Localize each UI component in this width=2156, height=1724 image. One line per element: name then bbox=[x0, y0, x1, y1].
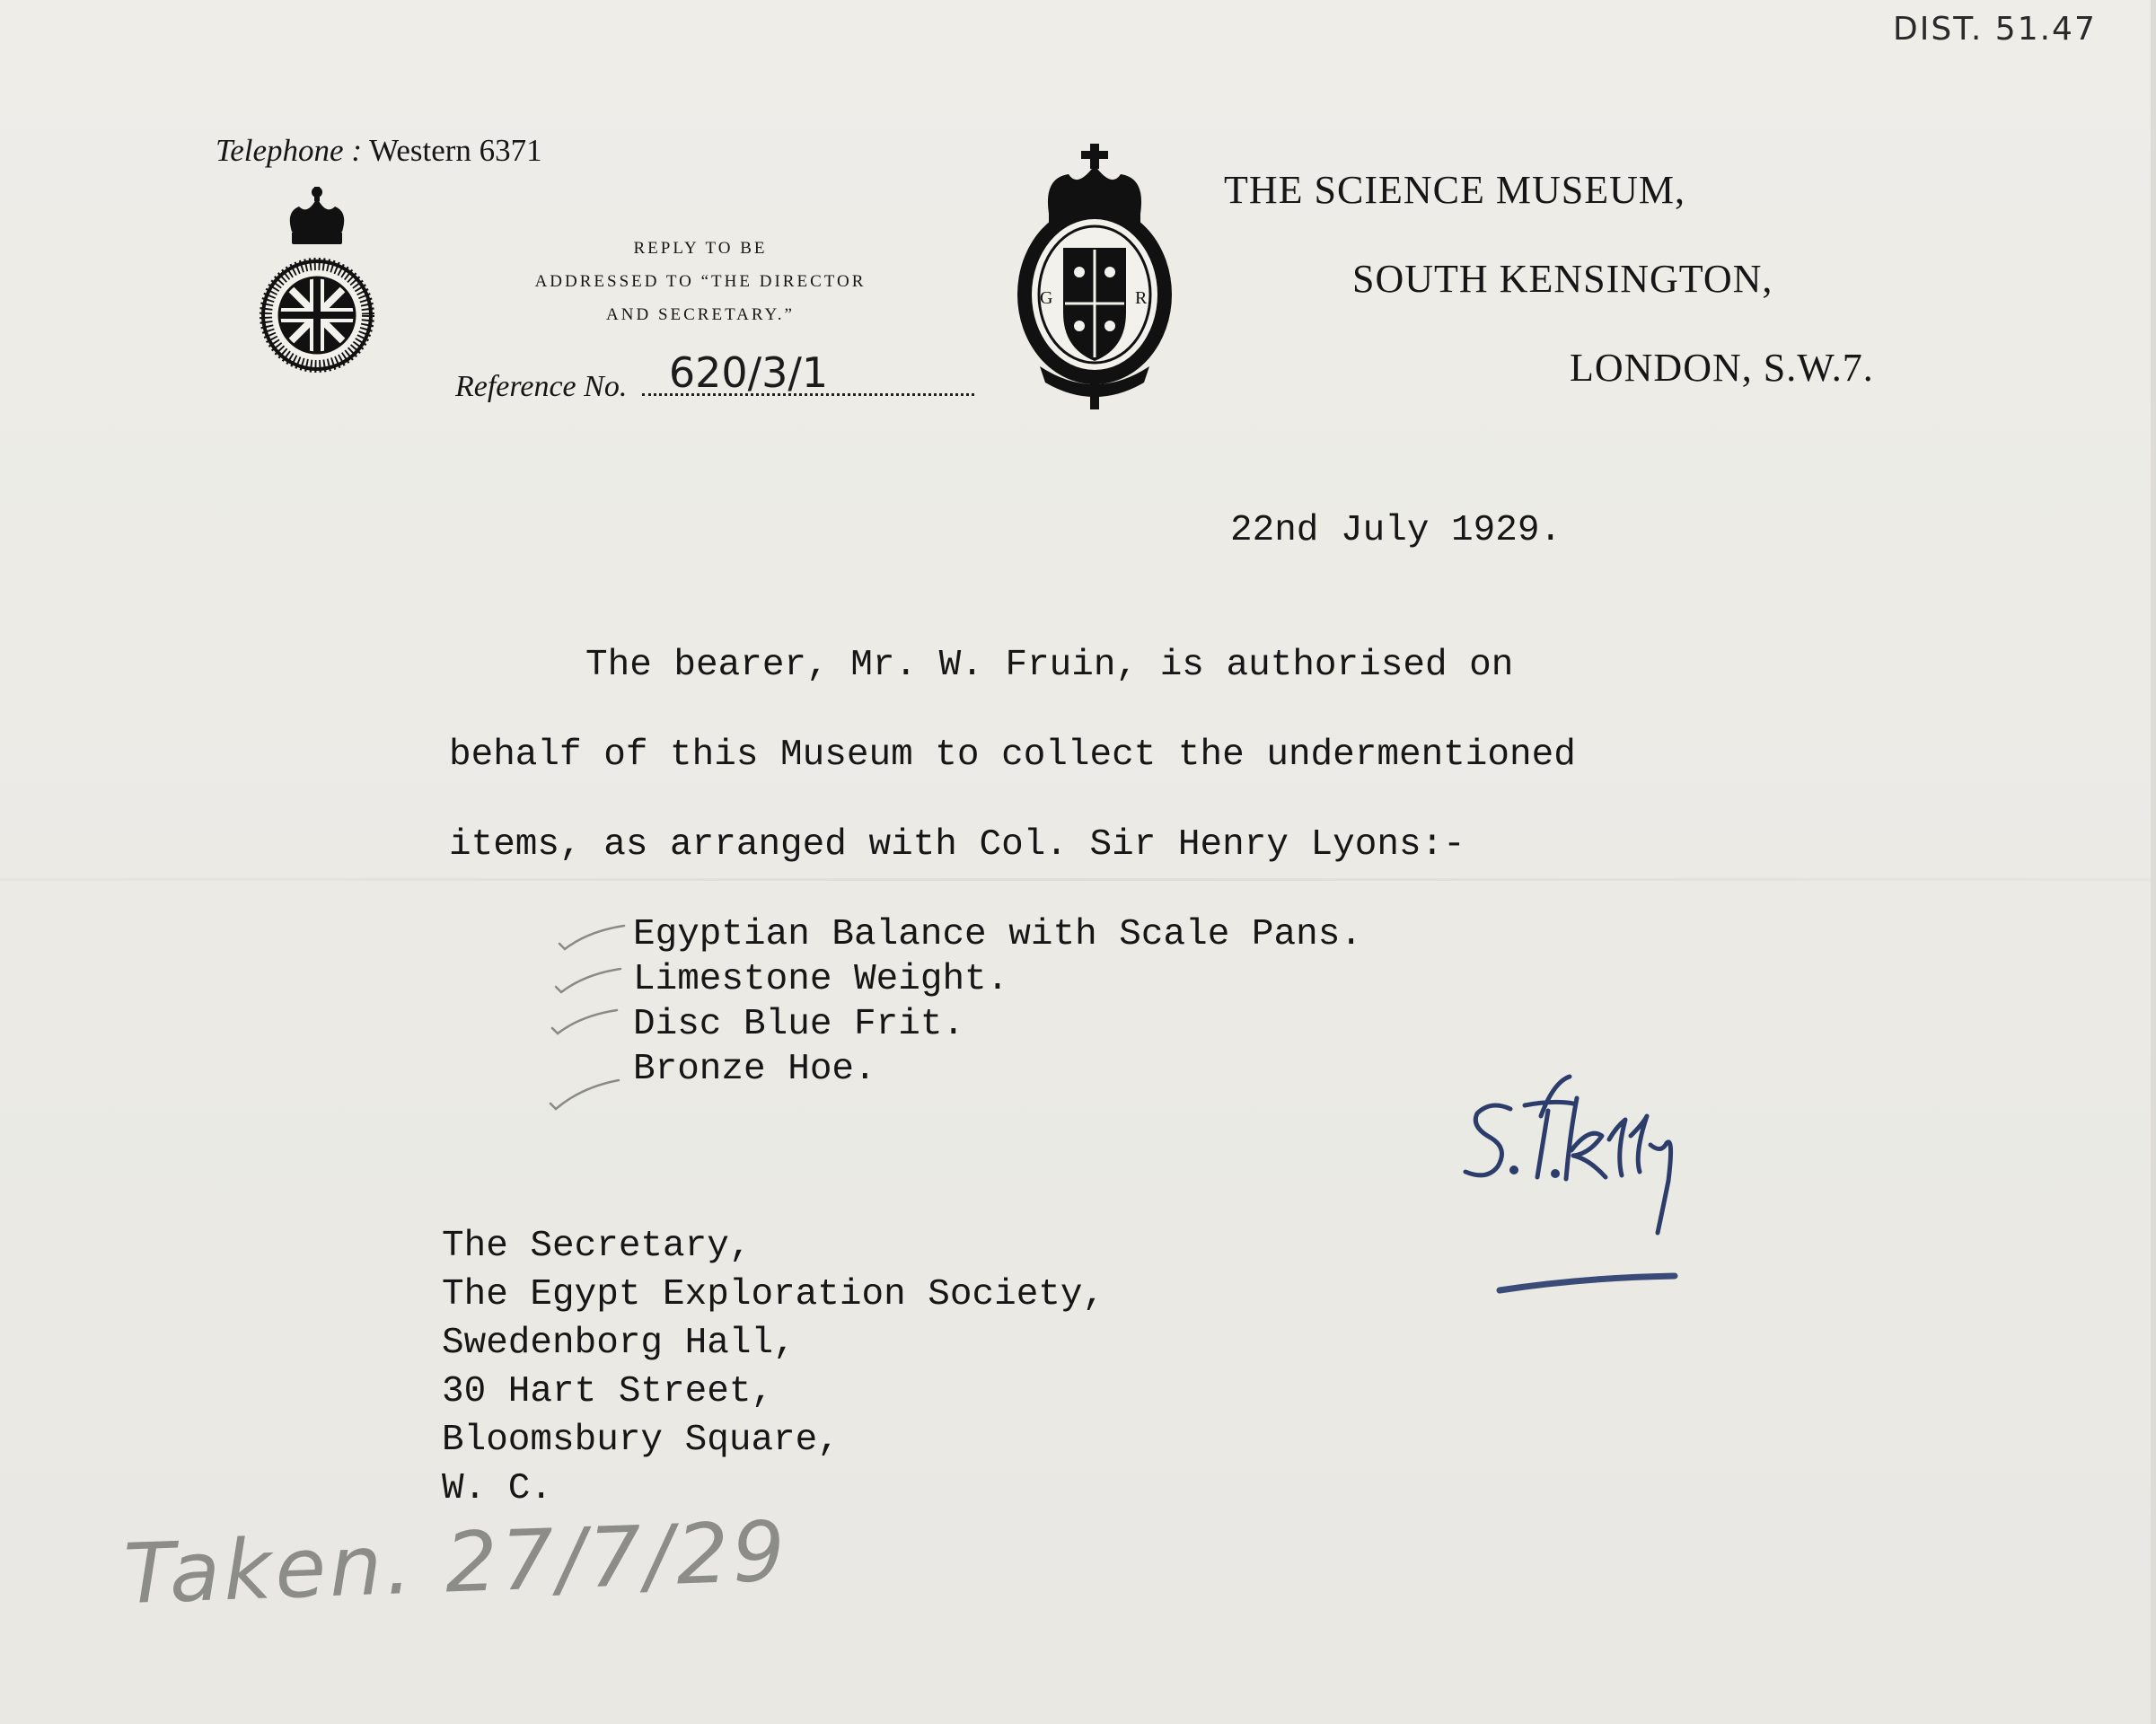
list-item: Disc Blue Frit. bbox=[633, 1004, 965, 1045]
pencil-annotation: Taken. 27/7/29 bbox=[122, 1503, 790, 1623]
recipient-line: 30 Hart Street, bbox=[442, 1371, 774, 1412]
reply-instructions bbox=[485, 232, 916, 331]
reply-line-3: AND SECRETARY.” bbox=[606, 305, 795, 324]
telephone-line bbox=[216, 133, 542, 169]
national-scheme-badge-icon bbox=[259, 185, 375, 387]
recipient-line: The Egypt Exploration Society, bbox=[442, 1274, 1105, 1315]
body-line: The bearer, Mr. W. Fruin, is authorised on bbox=[585, 645, 1514, 686]
reference-value: 620/3/1 bbox=[668, 348, 829, 397]
reference-dotted-line bbox=[642, 348, 974, 397]
museum-name: THE SCIENCE MUSEUM, bbox=[1224, 168, 1686, 212]
letter-date: 22nd July 1929. bbox=[1230, 510, 1562, 551]
telephone-label: Telephone : bbox=[216, 133, 362, 168]
museum-district: SOUTH KENSINGTON, bbox=[1352, 257, 1773, 301]
body-line: items, as arranged with Col. Sir Henry Lyons:- bbox=[449, 824, 1465, 866]
reply-line-1: REPLY TO BE bbox=[633, 239, 768, 258]
svg-text:R: R bbox=[1135, 288, 1148, 308]
archive-reference: DIST. 51.47 bbox=[1893, 11, 2097, 48]
recipient-line: The Secretary, bbox=[442, 1226, 752, 1267]
royal-crest-icon bbox=[1013, 142, 1176, 411]
reference-line bbox=[455, 348, 974, 404]
list-item: Bronze Hoe. bbox=[633, 1049, 876, 1090]
svg-text:G: G bbox=[1040, 288, 1053, 308]
list-item: Limestone Weight. bbox=[633, 959, 1009, 1000]
museum-city: LONDON, S.W.7. bbox=[1570, 346, 1874, 390]
recipient-line: W. C. bbox=[442, 1468, 553, 1509]
recipient-line: Swedenborg Hall, bbox=[442, 1323, 796, 1364]
telephone-value: Western 6371 bbox=[369, 133, 542, 168]
recipient-line: Bloomsbury Square, bbox=[442, 1420, 840, 1461]
body-line: behalf of this Museum to collect the undermentioned bbox=[449, 734, 1576, 776]
reply-line-2: ADDRESSED TO “THE DIRECTOR bbox=[534, 272, 867, 291]
check-marks-icon bbox=[543, 911, 633, 1118]
reference-label: Reference No. bbox=[455, 370, 628, 403]
paper-edge bbox=[2151, 0, 2156, 1724]
paper-fold bbox=[0, 878, 2156, 881]
signature-icon bbox=[1455, 1073, 1724, 1297]
list-item: Egyptian Balance with Scale Pans. bbox=[633, 914, 1362, 955]
